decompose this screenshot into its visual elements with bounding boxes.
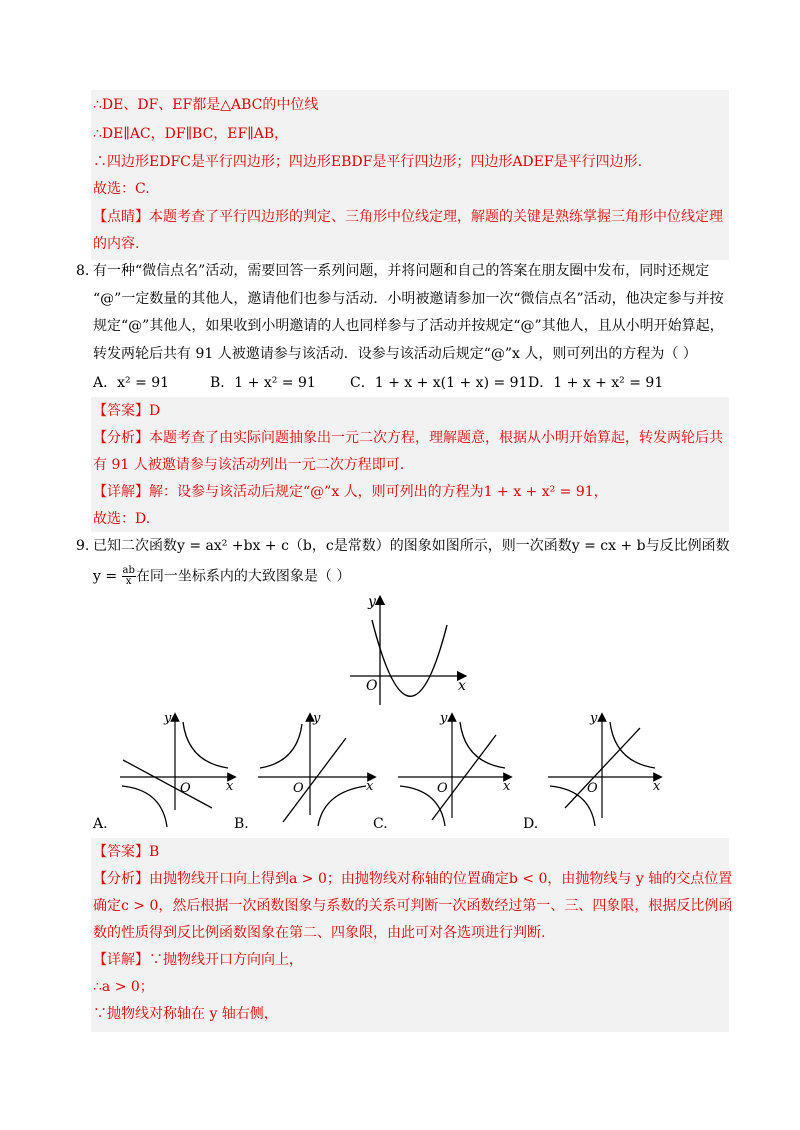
fraction-numerator: ab <box>122 565 135 576</box>
hyperbola-branch <box>260 724 302 768</box>
axis-label-y: y <box>313 711 321 726</box>
axis-label-y: y <box>368 594 376 610</box>
detail-text: ∵抛物线对称轴在 y 轴右侧， <box>93 1006 278 1022</box>
question-number: 9. <box>76 538 90 554</box>
parabola-curve <box>372 620 447 696</box>
axis-label-x: x <box>366 779 374 794</box>
option-b-label: B. <box>234 816 249 832</box>
detail-text: ∴a > 0； <box>93 979 154 995</box>
choice-text: 故选：D. <box>93 511 151 527</box>
text-line: 故选：C. <box>93 181 150 197</box>
option-d-label: D. <box>523 816 539 832</box>
option-b: B．1 + x² = 91 <box>210 375 316 391</box>
analysis-text: 确定c > 0，然后根据一次函数图象与系数的关系可判断一次函数经过第一、三、四象限，根据反比例函 <box>93 898 733 914</box>
option-d: D．1 + x + x² = 91 <box>528 375 664 391</box>
axis-label-y: y <box>590 711 598 726</box>
analysis-text: 有 91 人被邀请参与该活动列出一元二次方程即可. <box>93 457 405 473</box>
origin-label: O <box>437 781 448 796</box>
axis-label-y: y <box>164 711 172 726</box>
axis-label-x: x <box>503 779 511 794</box>
analysis-text: 【分析】由抛物线开口向上得到a > 0；由抛物线对称轴的位置确定b < 0，由抛物线与 y 轴的交点位置 <box>93 871 733 887</box>
answer-label: 【答案】D <box>93 403 161 419</box>
hyperbola-branch <box>318 786 366 826</box>
text-line: ∴四边形EDFC是平行四边形；四边形EBDF是平行四边形；四边形ADEF是平行四边形. <box>93 154 643 170</box>
option-c-graph <box>398 711 511 826</box>
question-text: 转发两轮后共有 91 人被邀请参与该活动．设参与该活动后规定“@”x 人，则可列出的方程为（ ） <box>93 346 697 362</box>
question-text: 有一种“微信点名”活动，需要回答一系列问题，并将问题和自己的答案在朋友圈中发布，同时还规定 <box>93 263 710 279</box>
answer-label: 【答案】B <box>93 844 160 860</box>
detail-text: 【详解】解：设参与该活动后规定“@”x 人，则可列出的方程为1 + x + x² = 91， <box>93 484 608 500</box>
axis-label-x: x <box>653 779 661 794</box>
hyperbola-branch <box>122 786 167 827</box>
axis-label-x: x <box>226 779 234 794</box>
option-a-graph <box>120 711 234 827</box>
origin-label: O <box>293 781 304 796</box>
origin-label: O <box>366 678 378 694</box>
main-graph <box>350 594 466 705</box>
text-line: 的内容. <box>93 236 140 252</box>
text-line: 【点睛】本题考查了平行四边形的判定、三角形中位线定理，解题的关键是熟练掌握三角形中位线定理 <box>93 209 723 225</box>
option-b-graph <box>258 711 374 826</box>
question-text: “@”一定数量的其他人，邀请他们也参与活动．小明被邀请参加一次“微信点名”活动，他决定参与并按 <box>93 291 724 307</box>
option-a: A．x² = 91 <box>93 375 170 391</box>
origin-label: O <box>180 781 191 796</box>
formula-prefix: y = <box>93 568 122 585</box>
hyperbola-branch <box>183 722 228 768</box>
hyperbola-branch <box>460 722 505 768</box>
option-a-label: A. <box>93 816 108 832</box>
analysis-text: 数的性质得到反比例函数图象在第二、四象限，由此可对各选项进行判断. <box>93 925 546 941</box>
question-text: 已知二次函数y = ax² +bx + c（b，c是常数）的图象如图所示，则一次函数y = cx + b与反比例函数 <box>93 538 730 554</box>
text-line: ∴DE∥AC，DF∥BC，EF∥AB， <box>93 126 289 142</box>
fraction-denominator: x <box>125 576 132 587</box>
axis-label-x: x <box>458 678 466 694</box>
option-d-graph <box>548 711 661 826</box>
text-line: ∴DE、DF、EF都是△ABC的中位线 <box>93 97 319 113</box>
analysis-text: 【分析】本题考查了由实际问题抽象出一元二次方程，理解题意，根据从小明开始算起，转发两轮后共 <box>93 430 723 446</box>
origin-label: O <box>587 781 598 796</box>
option-c-label: C. <box>373 816 388 832</box>
question-text: 规定“@”其他人，如果收到小明邀请的人也同样参与了活动并按规定“@”其他人，且从小明开始算起， <box>93 318 724 334</box>
hyperbola-branch <box>610 722 655 768</box>
line-graph <box>123 760 212 808</box>
detail-text: 【详解】∵抛物线开口方向向上， <box>93 952 303 968</box>
question-number: 8. <box>76 263 90 279</box>
option-c: C．1 + x + x(1 + x) = 91 <box>350 375 528 391</box>
axis-label-y: y <box>440 711 448 726</box>
question-suffix: 在同一坐标系内的大致图象是（ ） <box>135 568 351 585</box>
